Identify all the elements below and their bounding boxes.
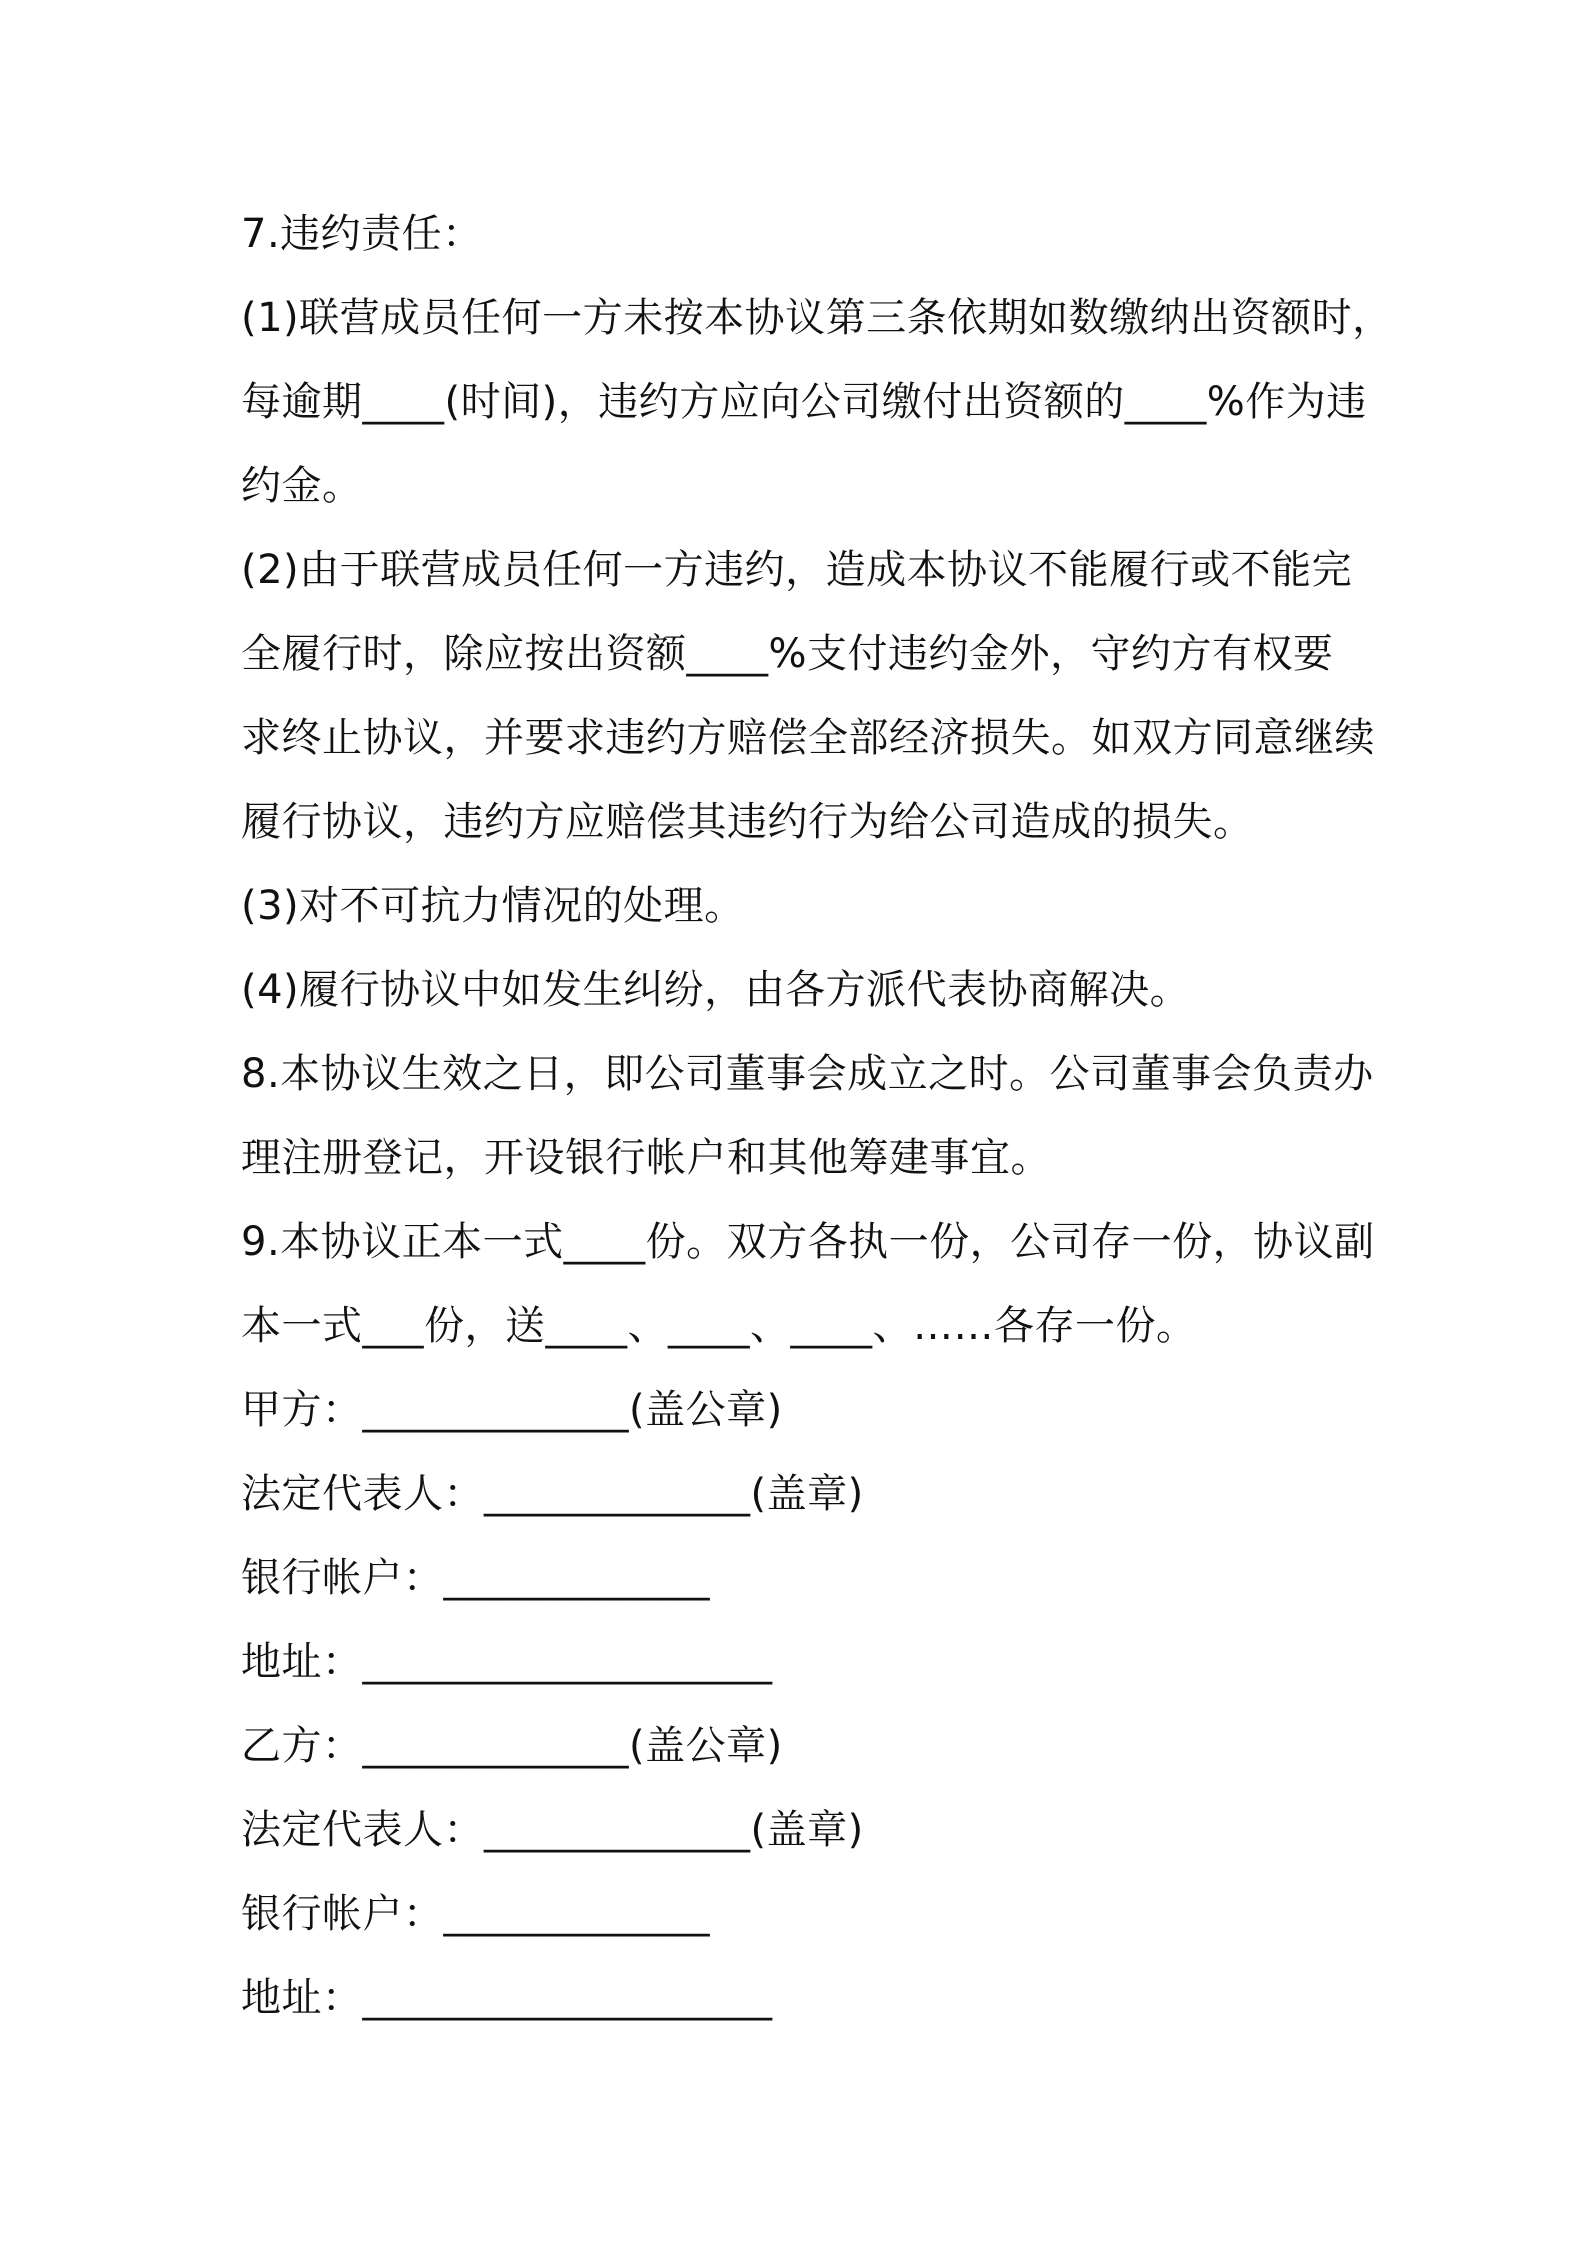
clause-7-item-1-line-3: 约金。 [241,463,363,509]
clause-7-item-3: (3)对不可抗力情况的处理。 [241,883,745,929]
party-b-name-field: 乙方：_____________(盖公章) [241,1723,783,1769]
party-a-name-field: 甲方：_____________(盖公章) [241,1387,783,1433]
party-a-address-field: 地址：____________________ [241,1639,773,1685]
document-body [241,192,1393,2040]
clause-7-item-1-line-2: 每逾期____(时间)，违约方应向公司缴付出资额的____%作为违 [241,379,1367,425]
party-b-signature-block [241,1704,1361,2040]
party-a-legal-rep-field: 法定代表人：_____________(盖章) [241,1471,864,1517]
clause-7-item-2-line-1: (2)由于联营成员任何一方违约，造成本协议不能履行或不能完 [241,547,1353,593]
clause-8 [241,1032,1374,1200]
clause-7-item-2-line-2: 全履行时，除应按出资额____%支付违约金外，守约方有权要 [241,631,1334,677]
clause-9-line-1: 9.本协议正本一式____份。双方各执一份，公司存一份，协议副 [241,1219,1375,1265]
party-b-address-field: 地址：____________________ [241,1975,773,2021]
clause-7-item-1-line-1: (1)联营成员任何一方未按本协议第三条依期如数缴纳出资额时， [241,295,1393,341]
clause-7-item-2-line-4: 履行协议，违约方应赔偿其违约行为给公司造成的损失。 [241,799,1254,845]
clause-8-line-2: 理注册登记，开设银行帐户和其他筹建事宜。 [241,1135,1051,1181]
clause-7-item-4: (4)履行协议中如发生纠纷，由各方派代表协商解决。 [241,967,1191,1013]
party-a-signature-block [241,1368,1361,1704]
party-b-bank-account-field: 银行帐户：_____________ [241,1891,710,1937]
clause-7-item-1 [241,276,1393,528]
clause-7-heading: 7.违约责任： [241,211,483,257]
clause-7-item-2 [241,528,1375,864]
clause-9-line-2: 本一式___份，送____、____、____、……各存一份。 [241,1303,1197,1349]
clause-8-line-1: 8.本协议生效之日，即公司董事会成立之时。公司董事会负责办 [241,1051,1374,1097]
clause-7-item-2-line-3: 求终止协议，并要求违约方赔偿全部经济损失。如双方同意继续 [241,715,1375,761]
party-b-legal-rep-field: 法定代表人：_____________(盖章) [241,1807,864,1853]
clause-9 [241,1200,1375,1368]
party-a-bank-account-field: 银行帐户：_____________ [241,1555,710,1601]
